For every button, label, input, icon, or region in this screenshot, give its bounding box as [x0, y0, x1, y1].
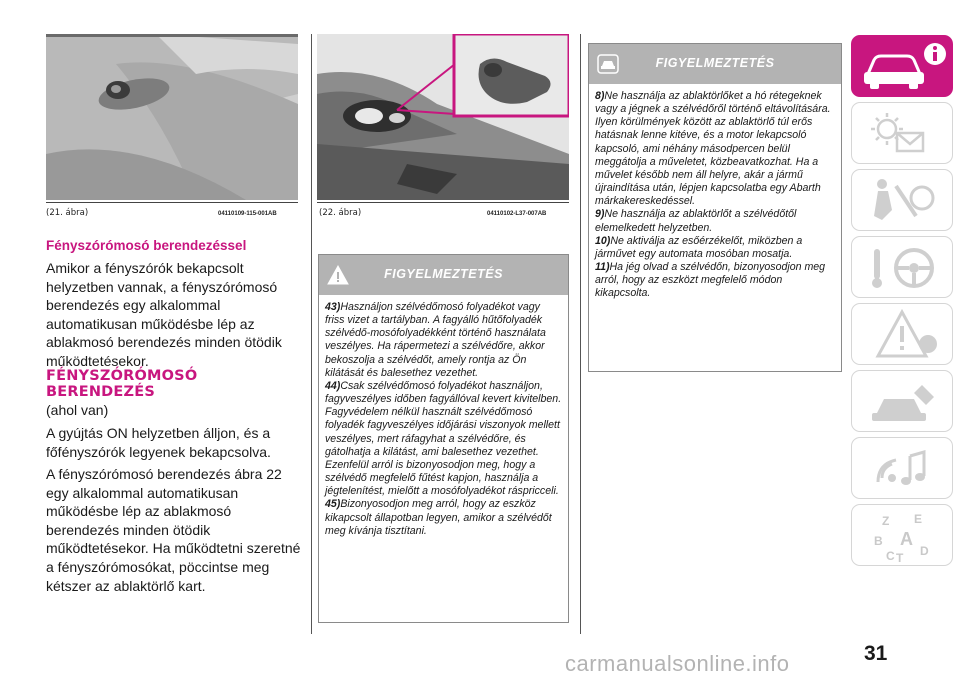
car-info-icon: [852, 36, 954, 98]
warning-body: [589, 84, 841, 301]
warning-header: [319, 255, 568, 295]
index-letter: B: [874, 534, 883, 548]
multimedia-icon: [852, 438, 954, 500]
emergency-icon: [852, 304, 954, 366]
figure-rule: [317, 202, 569, 203]
figure-22-image: [317, 34, 569, 200]
index-letter: E: [914, 512, 923, 526]
tab-car-info[interactable]: [851, 35, 953, 97]
column-divider: [580, 34, 581, 634]
warning-header: [589, 44, 841, 84]
warning-item: 10)Ne aktiválja az esőérzékelőt, miközben a járművet egy automata mosóban mosatja.: [595, 234, 803, 260]
column-divider: [311, 34, 312, 634]
figure-21-label: (21. ábra): [46, 208, 89, 218]
tab-lights-dashboard[interactable]: [851, 102, 953, 164]
warning-item: 11)Ha jég olvad a szélvédőn, bizonyosodjon meg arról, hogy az eszközt megfelelő módon kikapcsolta.: [595, 261, 826, 300]
figure-22-label: (22. ábra): [319, 208, 362, 218]
figure-21-image: [46, 34, 298, 200]
warning-item: 9)Ne használja az ablaktörlőt a szélvédőtől elemelkedett helyzetben.: [595, 208, 797, 234]
paragraph-operation: A fényszórómosó berendezés ábra 22 egy alkalommal automatikusan működésbe lép az ablakmosó berendezés minden ötödik működtetésekor. Ha működtetni szeretné a fényszórómosókat, pöccintse meg kétszer az ablaktörlő kart.: [46, 466, 301, 594]
availability-note: (ahol van): [46, 402, 109, 418]
warning-box-2: [588, 43, 842, 372]
section-heading: FÉNYSZÓRÓMOSÓ BERENDEZÉS: [46, 368, 198, 400]
warning-body: [319, 295, 568, 538]
figure-22-code: 04110102-L37-007AB: [487, 211, 547, 217]
tab-safety[interactable]: [851, 169, 953, 231]
steering-wheel-icon: [852, 237, 954, 299]
warning-title: FIGYELMEZTETÉS: [384, 267, 503, 281]
dashboard-lights-icon: [852, 103, 954, 165]
warning-item: 44)Csak szélvédőmosó folyadékot használjon, fagyveszélyes időben fagyállóval kevert kivitelben. Fagyvédelem nélkül használt szélvédőmosó folyadék fagyveszélyes időjárási viszonyok mellett veszélyes, mert ráfagyhat a szélvédőre, és gátolhatja a kilátást, ami balesethez vezethet. Ezenfelül arról is bizonyosodjon meg, hogy a szélvédő megfelelő fűtést kapjon, használja a jégtelenítést, mielőtt a mosófolyadékot ráspricceli.: [325, 379, 562, 498]
page-number: 31: [864, 642, 888, 665]
index-letter: C: [886, 549, 895, 563]
warning-item: 8)Ne használja az ablaktörlőket a hó rétegeknek vagy a jégnek a szélvédőről történő eltávolítására. Ilyen körülmények között az ablaktörlő túl erős hatásnak lenne kitéve, és a motor lekapcsoló kapcsoló, ami néhány másodpercen belül meggátolja a műveletet, közbeavatkozhat. Ha a művelet később nem áll helyre, akár a jármű újraindítása után, lépjen kapcsolatba egy Abarth márkakereskedéssel.: [595, 90, 831, 208]
index-letter: Z: [882, 514, 890, 528]
watermark: carmanualsonline.info: [565, 651, 790, 676]
warning-box-1: [318, 254, 569, 623]
subheading-headlamp-washer: Fényszórómosó berendezéssel: [46, 238, 247, 253]
warning-item: 43)Használjon szélvédőmosó folyadékot vagy friss vizet a tartályban. A fagyálló hűtőfolyadék szélvédő-mosófolyadékként történő használata veszélyes. Ha rápermetezi a szélvédőre, akkor bekoszolja a szélvédőt, amely rontja az Ön kilátását és balesethez vezethet.: [325, 301, 546, 379]
tab-emergency[interactable]: [851, 303, 953, 365]
figure-rule: [46, 202, 298, 203]
tab-multimedia[interactable]: [851, 437, 953, 499]
index-letter: A: [900, 529, 913, 549]
index-letter: D: [920, 544, 929, 558]
maintenance-icon: [852, 371, 954, 433]
index-icon: [852, 505, 954, 567]
safety-icon: [852, 170, 954, 232]
warning-title: FIGYELMEZTETÉS: [655, 56, 775, 70]
warning-item: 45)Bizonyosodjon meg arról, hogy az eszköz kikapcsolt állapotban legyen, amikor a szélvédőt meg kívánja tisztítani.: [325, 498, 552, 537]
tab-index[interactable]: [851, 504, 953, 566]
paragraph-headlamp-washer: Amikor a fényszórók bekapcsolt helyzetben vannak, a fényszórómosó berendezés egy alkalommal automatikusan működésbe lép az ablakmosó berendezés minden ötödik működtetésekor.: [46, 260, 282, 369]
paragraph-ignition: A gyújtás ON helyzetben álljon, és a főfényszórók legyenek bekapcsolva.: [46, 425, 271, 460]
figure-21-code: 04110109-115-001AB: [218, 211, 277, 217]
index-letter: T: [896, 551, 904, 565]
tab-maintenance[interactable]: [851, 370, 953, 432]
tab-starting-driving[interactable]: [851, 236, 953, 298]
